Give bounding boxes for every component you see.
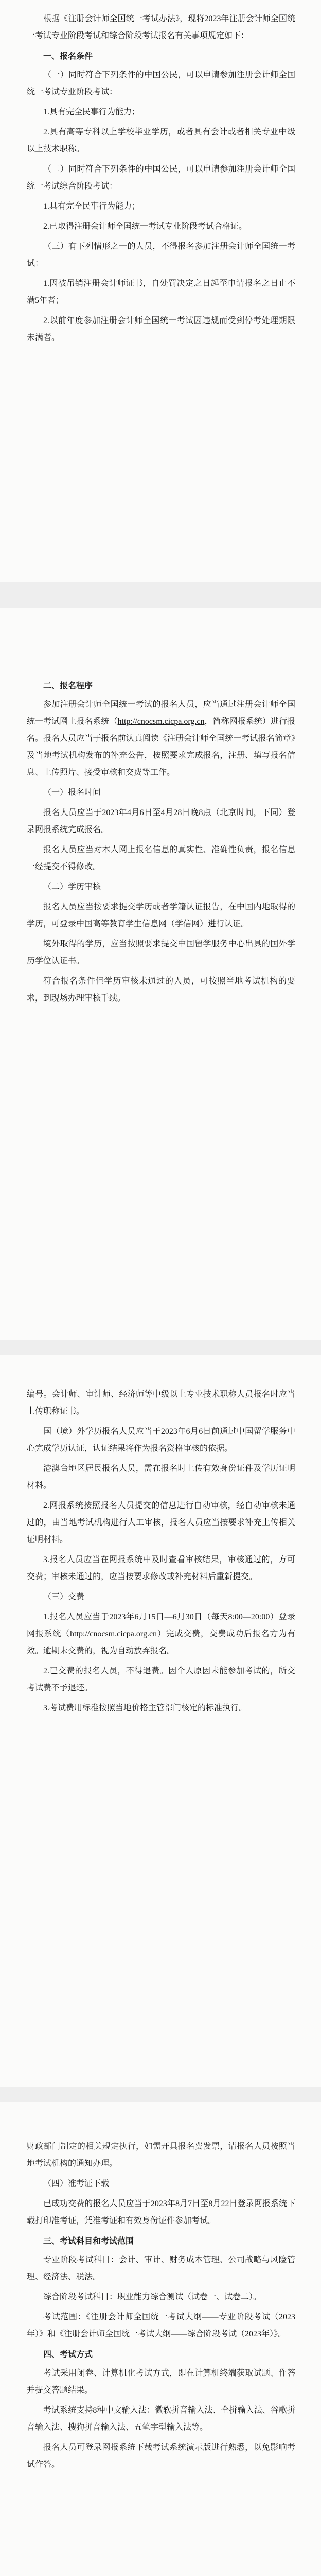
paragraph: 国（境）外学历报名人员应当于2023年6月6日前通过中国留学服务中心完成学历认证，认证结果将作为报名资格审核的依据。: [27, 1427, 295, 1453]
paragraph: （三）有下列情形之一的人员，不得报名参加注册会计师全国统一考试：: [27, 242, 295, 268]
paragraph: 1.具有完全民事行为能力；: [43, 202, 140, 211]
paragraph: 报名人员应当对本人网上报名信息的真实性、准确性负责，报名信息一经提交不得修改。: [27, 845, 295, 871]
document-page-1: [0, 0, 321, 582]
paragraph: 1.因被吊销注册会计师证书，自处罚决定之日起至申请报名之日止不满5年者；: [27, 279, 295, 305]
page-gap: [0, 2087, 321, 2102]
paragraph-text: 1.报名人员应当于2023年6月15日—6月30日（每天8:00—20:00）登录网报系统（: [27, 1613, 295, 1638]
document-page-2: [0, 608, 321, 1340]
paragraph: 财政部门制定的相关规定执行，如需开具报名费发票，请报名人员按照当地考试机构的通知办理。: [27, 2142, 295, 2168]
section-heading-procedure: 二、报名程序: [43, 681, 93, 690]
paragraph: （二）同时符合下列条件的中国公民，可以申请参加注册会计师全国统一考试综合阶段考试：: [27, 165, 295, 191]
paragraph: （一）报名时间: [43, 788, 101, 797]
section-heading-eligibility: 一、报名条件: [43, 51, 93, 61]
paragraph: （二）学历审核: [43, 883, 101, 891]
paragraph-text: ）完成交费，交费成功后报名方为有效。逾期未交费的，视为自动放弃报名。: [27, 1630, 295, 1655]
paragraph: （一）同时符合下列条件的中国公民，可以申请参加注册会计师全国统一考试专业阶段考试：: [27, 71, 295, 96]
paragraph-text: ，简称网报系统）进行报名。报名人员应当于报名前认真阅读《注册会计师全国统一考试报名简章》及当地考试机构发布的补充公告，按照要求完成报名，注册、填写报名信息、上传照片、接受审核和交费等工作。: [27, 717, 295, 777]
paragraph: 符合报名条件但学历审核未通过的人员，可按照当地考试机构的要求，到现场办理审核手续。: [27, 977, 295, 1003]
paragraph: （三）交费: [43, 1592, 85, 1601]
paragraph-text: 参加注册会计师全国统一考试的报名人员，应当通过注册会计师全国统一考试网上报名系统（: [27, 700, 295, 726]
paragraph: 报名人员可登录网报系统下载考试系统演示版进行熟悉，以免影响考试作答。: [27, 2443, 295, 2469]
paragraph: 报名人员应当按要求提交学历或者学籍认证报告，在中国内地取得的学历，可登录中国高等教育学生信息网（学信网）进行认证。: [27, 903, 295, 928]
section-heading-subjects: 三、考试科目和考试范围: [43, 2236, 134, 2246]
registration-link[interactable]: http://cnocsm.cicpa.org.cn: [117, 717, 205, 726]
paragraph: 已成功交费的报名人员应当于2023年8月7日至8月22日登录网报系统下载打印准考证，凭准考证和有效身份证件参加考试。: [27, 2199, 295, 2225]
page-gap: [0, 1340, 321, 1355]
registration-link[interactable]: http://cnocsm.cicpa.org.cn: [70, 1630, 157, 1638]
paragraph: 3.考试费用标准按照当地价格主管部门核定的标准执行。: [43, 1704, 247, 1713]
paragraph: 考试采用闭卷、计算机化考试方式，即在计算机终端获取试题、作答并提交答题结果。: [27, 2369, 295, 2395]
paragraph: 2.已取得注册会计师全国统一考试专业阶段考试合格证。: [43, 222, 247, 231]
paragraph: 考试范围：《注册会计师全国统一考试大纲——专业阶段考试（2023年）》和《注册会计师全国统一考试大纲——综合阶段考试（2023年）》。: [27, 2313, 295, 2338]
paragraph: 3.报名人员应当在网报系统中及时查看审核结果，审核通过的，方可交费；审核未通过的，应当按要求修改或补充材料后重新提交。: [27, 1555, 295, 1581]
paragraph: 考试系统支持8种中文输入法：微软拼音输入法、全拼输入法、谷歌拼音输入法、搜狗拼音输入法、五笔字型输入法等。: [27, 2406, 295, 2432]
document-page-4: [0, 2102, 321, 2576]
paragraph: 2.已交费的报名人员，不得退费。因个人原因未能参加考试的，所交考试费不予退还。: [27, 1667, 295, 1692]
section-heading-exam-method: 四、考试方式: [43, 2349, 93, 2359]
intro-paragraph: 根据《注册会计师全国统一考试办法》，现将2023年注册会计师全国统一考试专业阶段考试和综合阶段考试报名有关事项规定如下：: [27, 14, 295, 40]
paragraph: 港澳台地区居民报名人员，需在报名时上传有效身份证件及学历证明材料。: [27, 1464, 295, 1490]
paragraph: 2.网报系统按照报名人员提交的信息进行自动审核，经自动审核未通过的，由当地考试机构进行人工审核，报名人员应当按要求补充上传相关证明材料。: [27, 1501, 295, 1544]
document-page-3: [0, 1355, 321, 2087]
paragraph: [27, 696, 295, 781]
paragraph: 2.以前年度参加注册会计师全国统一考试因违规而受到停考处理期限未满者。: [27, 316, 295, 342]
page-gap: [0, 582, 321, 608]
paragraph: （四）准考证下载: [43, 2179, 110, 2188]
paragraph: [27, 1608, 295, 1659]
paragraph: 境外取得的学历，应当按照要求提交中国留学服务中心出具的国外学历学位认证书。: [27, 940, 295, 965]
paragraph: 综合阶段考试科目：职业能力综合测试（试卷一、试卷二）。: [43, 2293, 262, 2301]
paragraph: 1.具有完全民事行为能力；: [43, 108, 140, 116]
paragraph: 专业阶段考试科目：会计、审计、财务成本管理、公司战略与风险管理、经济法、税法。: [27, 2256, 295, 2281]
paragraph: 报名人员应当于2023年4月6日至4月28日晚8点（北京时间，下同）登录网报系统完成报名。: [27, 808, 295, 834]
paragraph: 2.具有高等专科以上学校毕业学历，或者具有会计或者相关专业中级以上技术职称。: [27, 128, 295, 154]
paragraph: 编号。会计师、审计师、经济师等中级以上专业技术职称人员报名时应当上传职称证书。: [27, 1390, 295, 1416]
